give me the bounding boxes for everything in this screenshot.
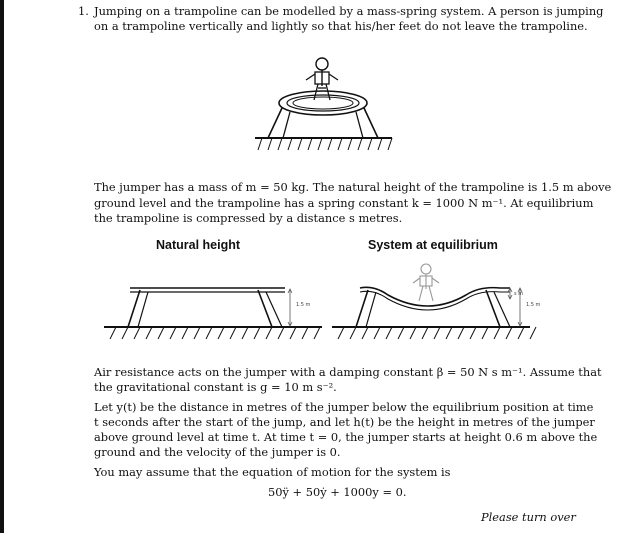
- left-height-label: 1.5 m: [296, 302, 311, 308]
- para3-line-3: above ground level at time t. At time t = 0, the jumper starts at height 0.6 m above the: [94, 430, 598, 444]
- natural-height-title: Natural height: [156, 238, 241, 252]
- trampoline-illustration: [0, 0, 626, 180]
- intro-line-2: on a trampoline vertically and lightly so that his/her feet do not leave the trampoline.: [94, 19, 588, 33]
- para1-line-2: ground level and the trampoline has a spring constant k = 1000 N m⁻¹. At equilibrium: [94, 195, 594, 210]
- equilibrium-title: System at equilibrium: [368, 238, 498, 252]
- s-label: s m: [514, 291, 524, 297]
- para2-line-2: the gravitational constant is g = 10 m s⁻².: [94, 380, 337, 394]
- question-number: 1.: [78, 4, 89, 18]
- footer-turn-over: Please turn over: [481, 510, 576, 524]
- para3-line-2: t seconds after the start of the jump, and let h(t) be the height in metres of the jumper: [94, 415, 595, 429]
- para2-line-1: Air resistance acts on the jumper with a damping constant β = 50 N s m⁻¹. Assume that: [94, 365, 602, 379]
- para3-line-1: Let y(t) be the distance in metres of the jumper below the equilibrium position at time: [94, 400, 594, 414]
- right-height-label: 1.5 m: [526, 302, 541, 308]
- para4-line: You may assume that the equation of motion for the system is: [94, 465, 451, 479]
- para1-line-1: The jumper has a mass of m = 50 kg. The natural height of the trampoline is 1.5 m above: [94, 180, 612, 194]
- comparison-diagram: [0, 255, 626, 375]
- equation-of-motion: 50ÿ + 50ẏ + 1000y = 0.: [268, 485, 407, 499]
- intro-line-1: Jumping on a trampoline can be modelled by a mass-spring system. A person is jumping: [94, 4, 604, 18]
- para3-line-4: ground and the velocity of the jumper is 0.: [94, 445, 341, 459]
- para1-line-3: the trampoline is compressed by a distance s metres.: [94, 211, 403, 225]
